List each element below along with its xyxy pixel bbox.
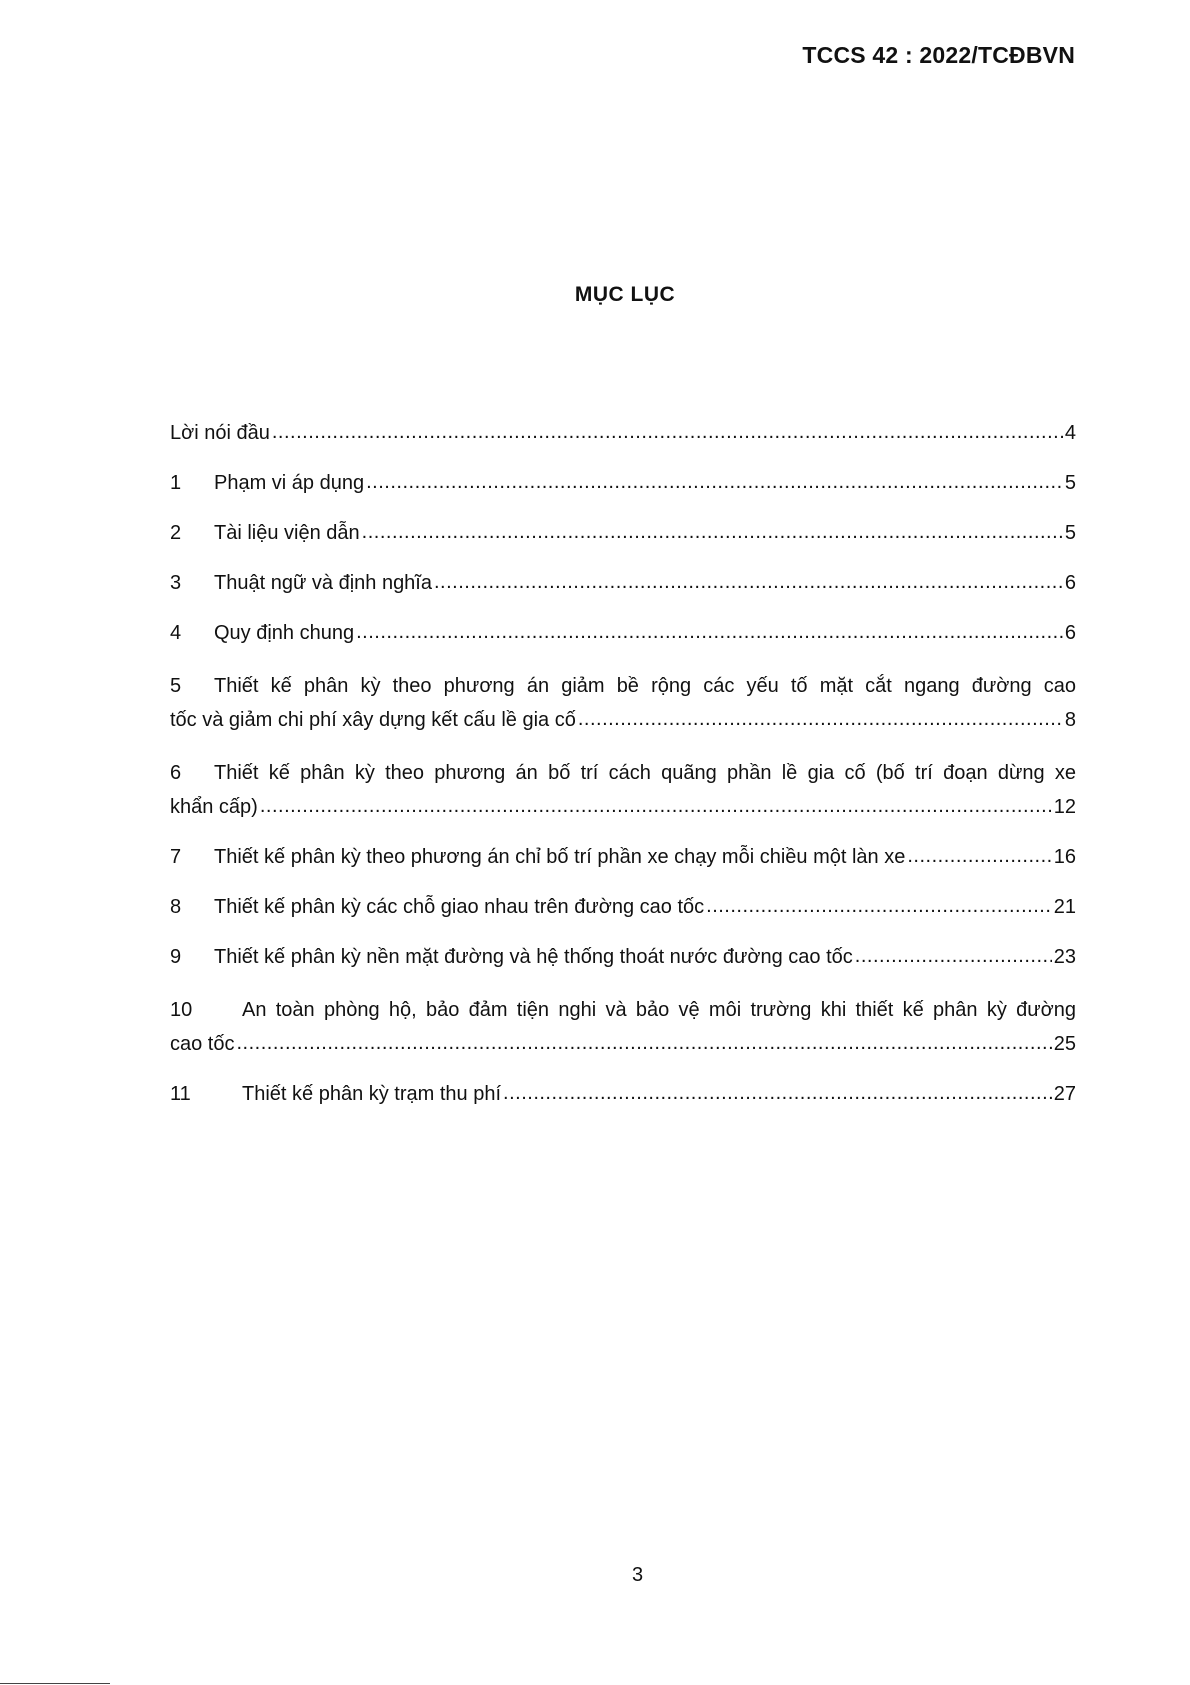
toc-entry-text-line2: cao tốc [170, 1033, 235, 1055]
page-number: 3 [631, 1564, 644, 1586]
table-of-contents [170, 418, 1076, 1129]
toc-entry-number: 3 [170, 572, 182, 594]
toc-entry-page: 21 [1053, 896, 1076, 918]
toc-entry-3[interactable] [170, 568, 1076, 599]
toc-entry-page: 12 [1053, 796, 1076, 818]
toc-entry-number: 10 [170, 999, 193, 1021]
toc-entry-8[interactable] [170, 892, 1076, 923]
toc-entry-page: 5 [1064, 472, 1076, 494]
toc-leader-dots [366, 467, 1063, 498]
toc-entry-10[interactable] [170, 992, 1076, 1060]
toc-entry-page: 23 [1053, 946, 1076, 968]
toc-entry-text: Lời nói đầu [170, 422, 270, 444]
toc-leader-dots [907, 841, 1051, 872]
toc-entry-page: 4 [1064, 422, 1076, 444]
toc-entry-page: 16 [1053, 846, 1076, 868]
toc-entry-text: Thiết kế phân kỳ trạm thu phí [242, 1083, 502, 1105]
toc-entry-number: 1 [170, 472, 182, 494]
toc-entry-number: 7 [170, 846, 182, 868]
toc-leader-dots [434, 567, 1063, 598]
toc-entry-text: Tài liệu viện dẫn [214, 522, 360, 544]
toc-entry-text: Thiết kế phân kỳ các chỗ giao nhau trên đường cao tốc [214, 896, 705, 918]
toc-entry-foreword[interactable] [170, 418, 1076, 449]
toc-entry-number: 11 [170, 1083, 191, 1105]
toc-entry-page: 25 [1053, 1033, 1076, 1055]
toc-leader-dots [236, 1028, 1051, 1059]
toc-entry-page: 27 [1053, 1083, 1076, 1105]
scan-edge-line [0, 1683, 110, 1684]
toc-leader-dots [578, 704, 1063, 735]
toc-entry-text-line1: Thiết kế phân kỳ theo phương án giảm bề rộng các yếu tố mặt cắt ngang đường cao [214, 675, 1076, 697]
toc-entry-text: Quy định chung [214, 622, 355, 644]
toc-entry-text: Thiết kế phân kỳ theo phương án chỉ bố trí phần xe chạy mỗi chiều một làn xe [214, 846, 906, 868]
toc-entry-text-line2: khẩn cấp) [170, 796, 258, 818]
toc-leader-dots [855, 941, 1052, 972]
toc-entry-4[interactable] [170, 618, 1076, 649]
toc-entry-11[interactable] [170, 1079, 1076, 1110]
toc-entry-6[interactable] [170, 755, 1076, 823]
toc-leader-dots [503, 1078, 1052, 1109]
toc-entry-text: Thuật ngữ và định nghĩa [214, 572, 432, 594]
toc-entry-5[interactable] [170, 668, 1076, 736]
toc-entry-text: Thiết kế phân kỳ nền mặt đường và hệ thống thoát nước đường cao tốc [214, 946, 853, 968]
toc-entry-page: 8 [1064, 709, 1076, 731]
toc-entry-number: 4 [170, 622, 182, 644]
toc-entry-page: 6 [1064, 622, 1076, 644]
toc-entry-7[interactable] [170, 842, 1076, 873]
toc-entry-text: Phạm vi áp dụng [214, 472, 365, 494]
toc-entry-9[interactable] [170, 942, 1076, 973]
document-code: TCCS 42 : 2022/TCĐBVN [802, 42, 1075, 68]
toc-leader-dots [356, 617, 1063, 648]
toc-entry-page: 5 [1064, 522, 1076, 544]
toc-leader-dots [272, 417, 1063, 448]
toc-entry-text-line1: Thiết kế phân kỳ theo phương án bố trí cách quãng phần lề gia cố (bố trí đoạn dừng xe [214, 762, 1076, 784]
toc-entry-text-line1: An toàn phòng hộ, bảo đảm tiện nghi và bảo vệ môi trường khi thiết kế phân kỳ đường [242, 999, 1076, 1021]
toc-entry-page: 6 [1064, 572, 1076, 594]
toc-leader-dots [706, 891, 1052, 922]
toc-leader-dots [362, 517, 1063, 548]
toc-title: MỤC LỤC [574, 283, 676, 306]
toc-entry-2[interactable] [170, 518, 1076, 549]
toc-entry-1[interactable] [170, 468, 1076, 499]
toc-entry-number: 9 [170, 946, 182, 968]
toc-leader-dots [260, 791, 1052, 822]
toc-entry-number: 2 [170, 522, 182, 544]
toc-entry-number: 5 [170, 675, 182, 697]
toc-entry-number: 6 [170, 762, 182, 784]
toc-entry-text-line2: tốc và giảm chi phí xây dựng kết cấu lề gia cố [170, 709, 576, 731]
toc-entry-number: 8 [170, 896, 182, 918]
